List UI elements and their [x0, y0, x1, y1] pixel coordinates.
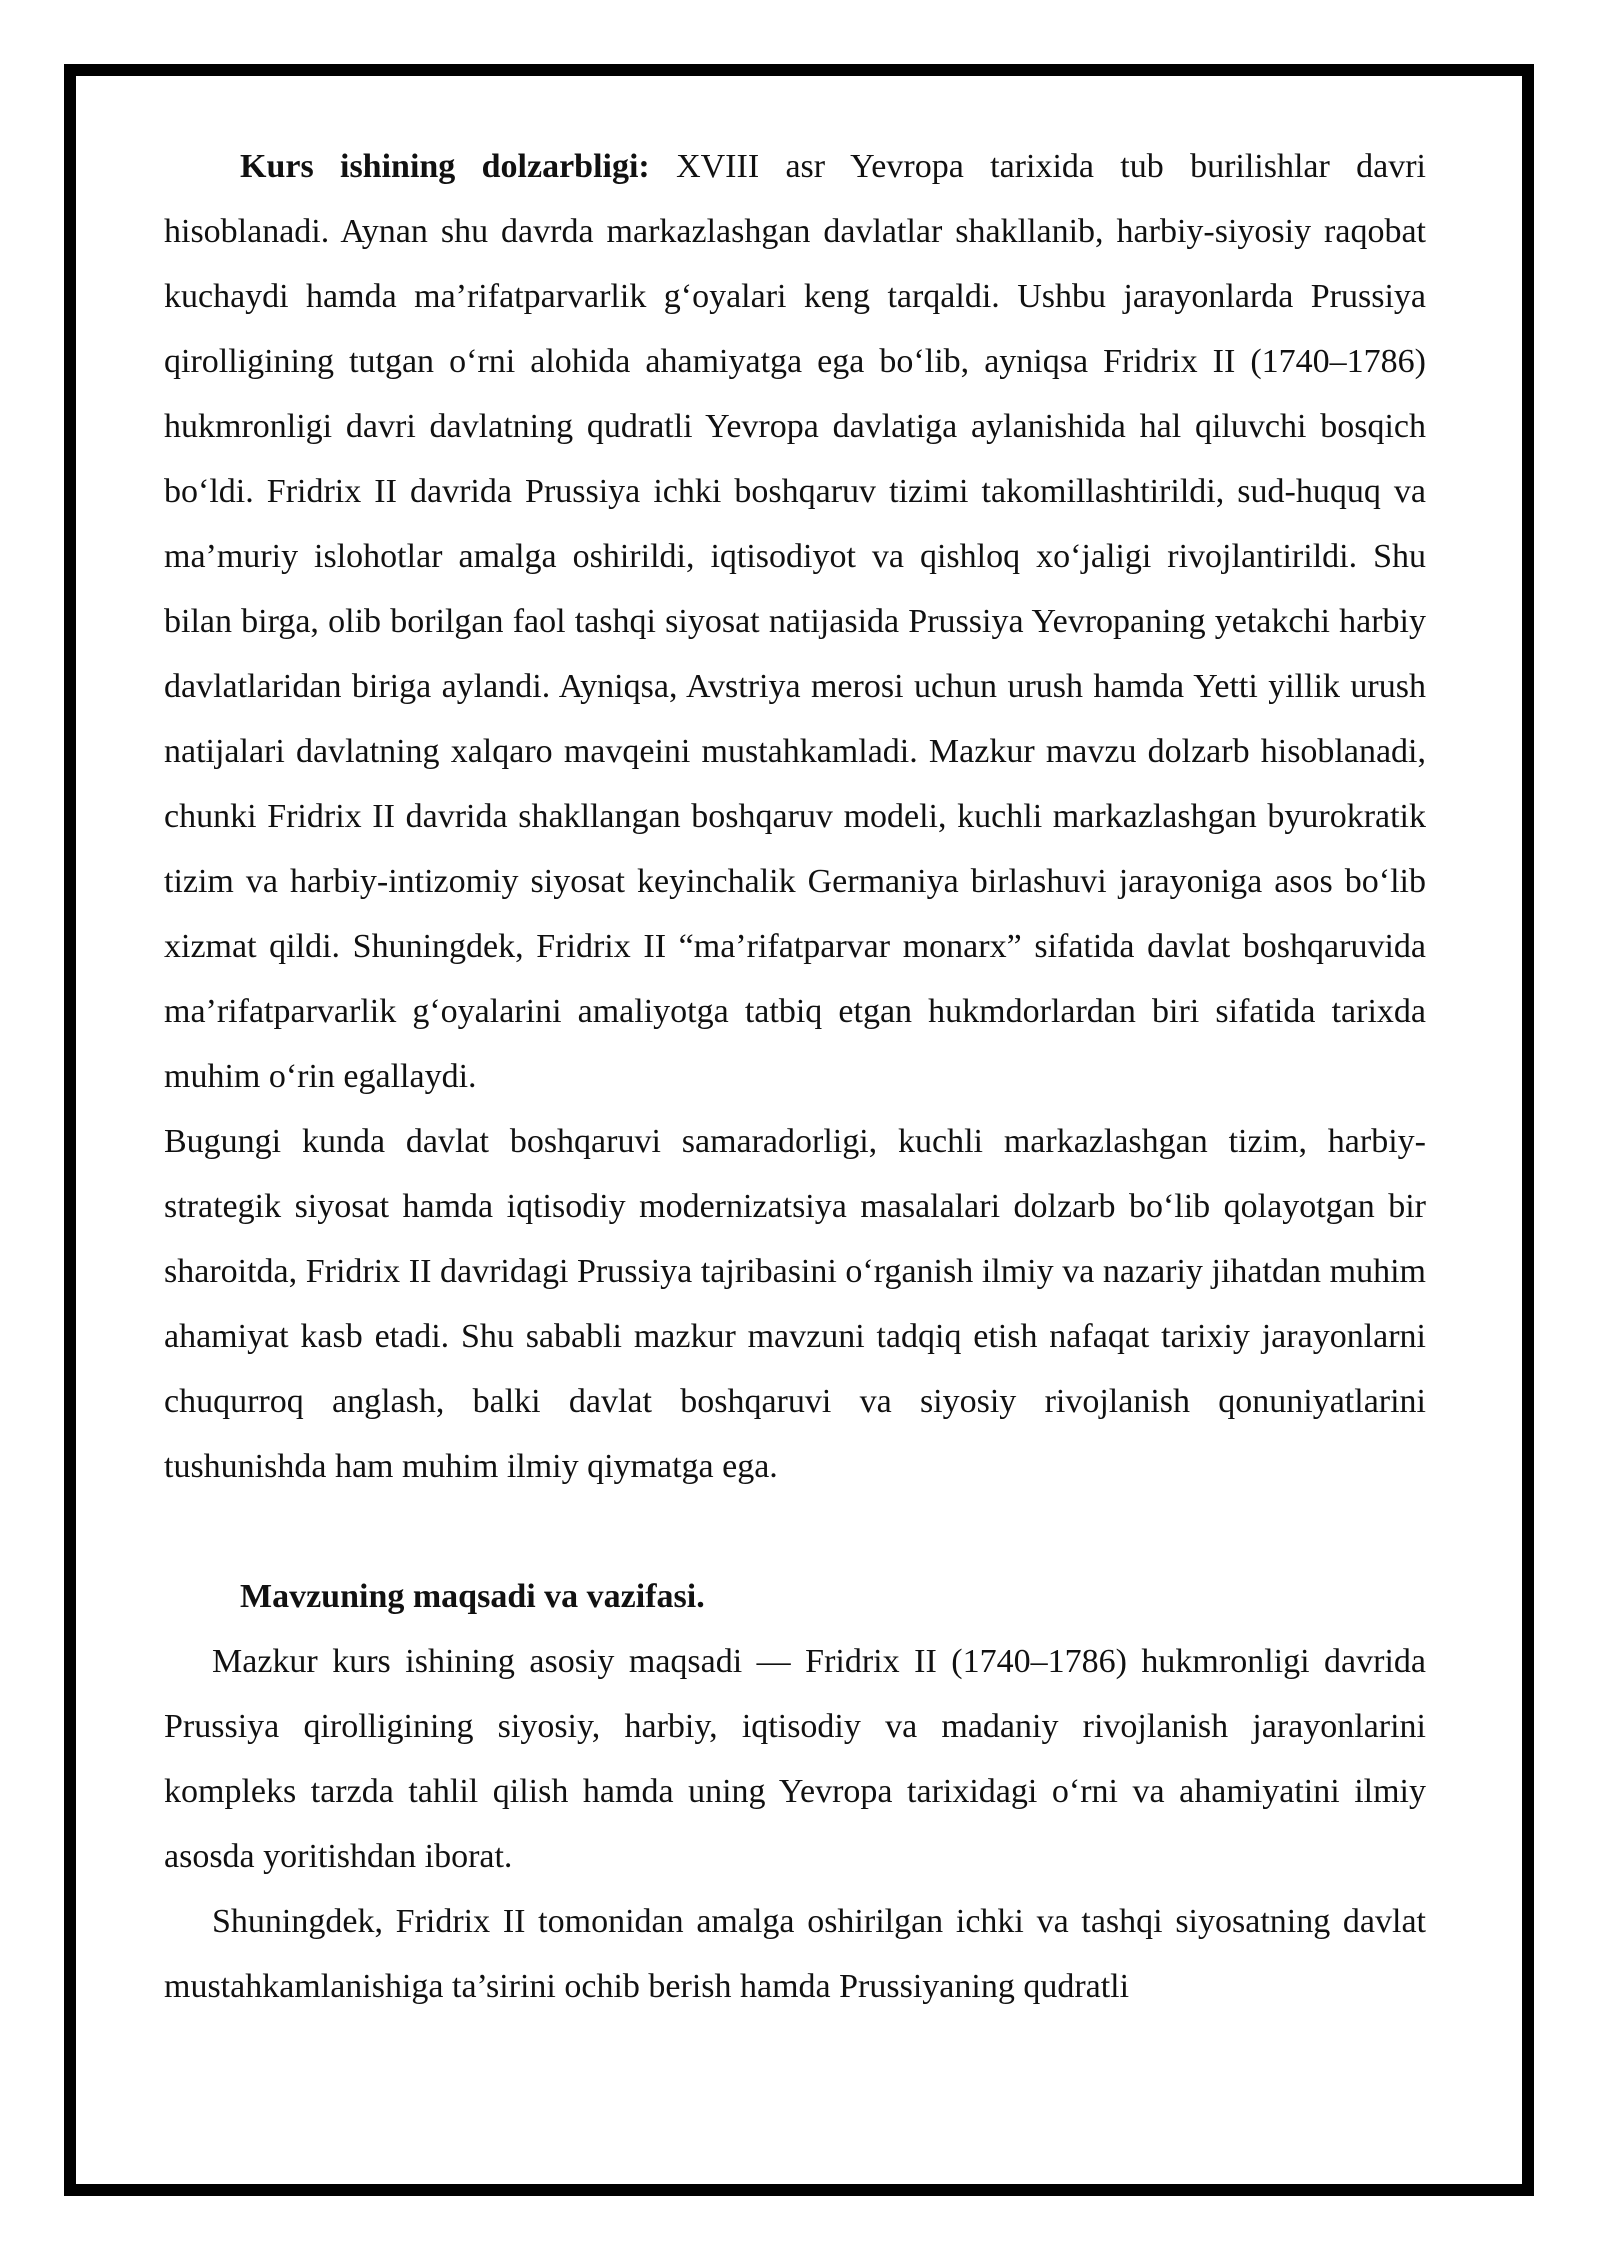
- document-body: [164, 134, 1426, 2019]
- goals-heading: Mavzuning maqsadi va vazifasi.: [240, 1578, 705, 1615]
- section-spacer: [164, 1499, 1426, 1564]
- relevance-paragraph-continued: Bugungi kunda davlat boshqaruvi samaradorligi, kuchli markazlashgan tizim, harbiy-strategik siyosat hamda iqtisodiy modernizatsiya masalalari dolzarb bo‘lib qolayotgan bir sharoitda, Fridrix II davridagi Prussiya tajribasini o‘rganish ilmiy va nazariy jihatdan muhim ahamiyat kasb etadi. Shu sababli mazkur mavzuni tadqiq etish nafaqat tarixiy jarayonlarni chuqurroq anglash, balki davlat boshqaruvi va siyosiy rivojlanish qonuniyatlarini tushunishda ham muhim ilmiy qiymatga ega.: [164, 1123, 1426, 1485]
- relevance-paragraph: [164, 134, 1426, 1109]
- relevance-heading: Kurs ishining dolzarbligi:: [240, 148, 650, 185]
- relevance-text: XVIII asr Yevropa tarixida tub burilishlar davri hisoblanadi. Aynan shu davrda markazlashgan davlatlar shakllanib, harbiy-siyosiy raqobat kuchaydi hamda ma’rifatparvarlik g‘oyalari keng tarqaldi. Ushbu jarayonlarda Prussiya qirolligining tutgan o‘rni alohida ahamiyatga ega bo‘lib, ayniqsa Fridrix II (1740–1786) hukmronligi davri davlatning qudratli Yevropa davlatiga aylanishida hal qiluvchi bosqich bo‘ldi. Fridrix II davrida Prussiya ichki boshqaruv tizimi takomillashtirildi, sud-huquq va ma’muriy islohotlar amalga oshirildi, iqtisodiyot va qishloq xo‘jaligi rivojlantirildi. Shu bilan birga, olib borilgan faol tashqi siyosat natijasida Prussiya Yevropaning yetakchi harbiy davlatlaridan biriga aylandi. Ayniqsa, Avstriya merosi uchun urush hamda Yetti yillik urush natijalari davlatning xalqaro mavqeini mustahkamladi. Mazkur mavzu dolzarb hisoblanadi, chunki Fridrix II davrida shakllangan boshqaruv modeli, kuchli markazlashgan byurokratik tizim va harbiy-intizomiy siyosat keyinchalik Germaniya birlashuvi jarayoniga asos bo‘lib xizmat qildi. Shuningdek, Fridrix II “ma’rifatparvar monarx” sifatida davlat boshqaruvida ma’rifatparvarlik g‘oyalarini amaliyotga tatbiq etgan hukmdorlardan biri sifatida tarixda muhim o‘rin egallaydi.: [164, 148, 1427, 1095]
- goals-paragraph: Mazkur kurs ishining asosiy maqsadi — Fridrix II (1740–1786) hukmronligi davrida Prussiya qirolligining siyosiy, harbiy, iqtisodiy va madaniy rivojlanish jarayonlarini kompleks tarzda tahlil qilish hamda uning Yevropa tarixidagi o‘rni va ahamiyatini ilmiy asosda yoritishdan iborat.: [164, 1643, 1426, 1875]
- goals-paragraph-continued: Shuningdek, Fridrix II tomonidan amalga oshirilgan ichki va tashqi siyosatning davlat mustahkamlanishiga ta’sirini ochib berish hamda Prussiyaning qudratli: [164, 1903, 1426, 2005]
